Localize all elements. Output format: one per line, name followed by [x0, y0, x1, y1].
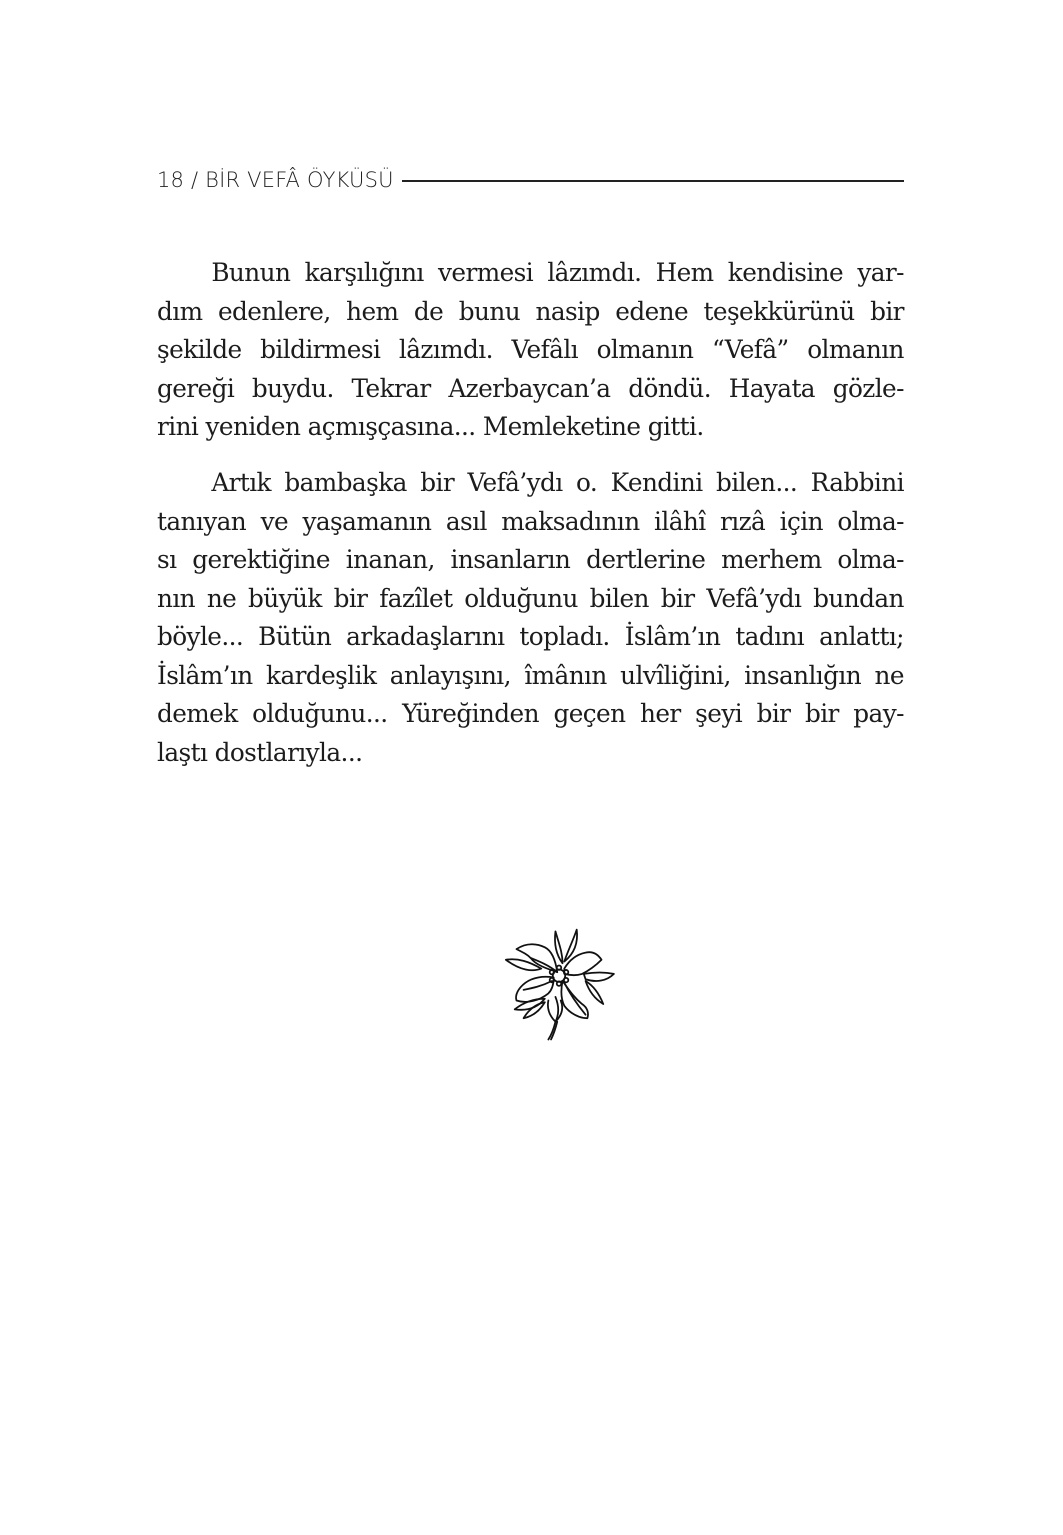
text-line: demek olduğunu... Yüreğinden geçen her şeyi bir bir pay- [157, 699, 904, 729]
header-rule [402, 180, 904, 182]
text-line: Bunun karşılığını vermesi lâzımdı. Hem kendisine yar- [211, 258, 904, 288]
text-line: İslâm’ın kardeşlik anlayışını, îmânın ulvîliğini, insanlığın ne [157, 660, 904, 691]
text-line: nın ne büyük bir fazîlet olduğunu bilen bir Vefâ’ydı bundan [157, 583, 904, 614]
paragraph-2 [157, 464, 904, 772]
text-line: dım edenlere, hem de bunu nasip edene teşekkürünü bir [157, 296, 904, 327]
text-line: sı gerektiğine inanan, insanların dertlerine merhem olma- [157, 545, 904, 575]
text-line: laştı dostlarıyla... [157, 737, 363, 768]
text-line: Artık bambaşka bir Vefâ’ydı o. Kendini bilen... Rabbini [211, 468, 904, 498]
paragraph-1 [157, 254, 904, 447]
running-title: 18 / BİR VEFÂ ÖYKÜSÜ [157, 168, 394, 192]
text-line: tanıyan ve yaşamanın asıl maksadının ilâhî rızâ için olma- [157, 506, 904, 537]
flower-ornament-icon [497, 918, 621, 1044]
text-line: şekilde bildirmesi lâzımdı. Vefâlı olmanın “Vefâ” olmanın [157, 335, 904, 365]
text-line: gereği buydu. Tekrar Azerbaycan’a döndü. Hayata gözle- [157, 373, 904, 404]
text-line: rini yeniden açmışçasına... Memleketine gitti. [157, 412, 704, 442]
text-line: böyle... Bütün arkadaşlarını topladı. İslâm’ın tadını anlattı; [157, 622, 904, 652]
running-header [157, 163, 904, 197]
